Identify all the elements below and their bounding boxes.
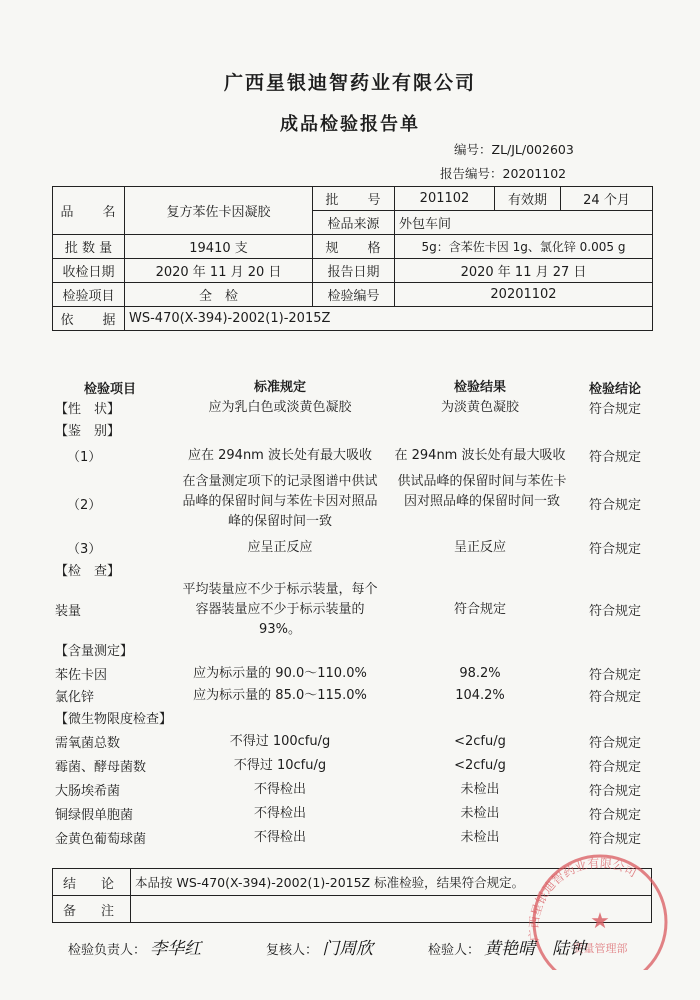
validity-label: 有效期 xyxy=(495,187,561,211)
supervisor-signature-block xyxy=(68,934,201,959)
svg-text:质量管理部: 质量管理部 xyxy=(572,942,628,955)
col-result-header: 检验结果 xyxy=(453,380,506,395)
id1-item: （1） xyxy=(67,450,102,465)
report-date-label: 报告日期 xyxy=(313,259,395,283)
batch-value: 201102 xyxy=(395,187,495,211)
micro-standard: 不得过 10cfu/g xyxy=(233,758,327,773)
col-item-header: 检验项目 xyxy=(83,382,136,397)
assay2-result: 104.2% xyxy=(455,688,505,703)
svg-text:★: ★ xyxy=(590,909,610,934)
micro-result: 未检出 xyxy=(460,830,500,845)
id3-conclusion: 符合规定 xyxy=(588,542,641,557)
remark-label: 备 注 xyxy=(53,896,131,923)
test-number-value: 20201102 xyxy=(395,283,653,307)
micro-item: 大肠埃希菌 xyxy=(55,784,121,799)
report-date-value: 2020 年 11 月 27 日 xyxy=(395,259,653,283)
micro-result: <2cfu/g xyxy=(454,758,506,773)
supervisor-signature: 李华红 xyxy=(150,939,202,959)
micro-item: 需氧菌总数 xyxy=(55,736,121,751)
company-name: 广西星银迪智药业有限公司 xyxy=(223,72,476,94)
micro-conclusion: 符合规定 xyxy=(588,832,641,847)
fill-standard: 平均装量应不少于标示装量，每个容器装量应不少于标示装量的 93%。 xyxy=(182,582,378,637)
test-item-value: 全 检 xyxy=(125,283,313,307)
spec-value: 5g：含苯佐卡因 1g、氯化锌 0.005 g xyxy=(395,235,653,259)
assay1-conclusion: 符合规定 xyxy=(588,668,641,683)
section-check: 【检 查】 xyxy=(55,564,121,579)
test-number-label: 检验编号 xyxy=(313,283,395,307)
micro-standard: 不得过 100cfu/g xyxy=(229,734,331,749)
micro-standard: 不得检出 xyxy=(253,830,306,845)
character-conclusion: 符合规定 xyxy=(588,402,641,417)
micro-conclusion: 符合规定 xyxy=(588,784,641,799)
reviewer-signature: 门周欣 xyxy=(322,939,374,959)
assay2-item: 氯化锌 xyxy=(55,690,95,705)
fill-result: 符合规定 xyxy=(453,602,506,617)
id2-item: （2） xyxy=(67,498,102,513)
batch-label: 批 号 xyxy=(313,187,395,211)
quantity-value: 19410 支 xyxy=(125,235,313,259)
micro-standard: 不得检出 xyxy=(253,782,306,797)
basis-label: 依 据 xyxy=(53,307,125,331)
conclusion-value: 本品按 WS-470(X-394)-2002(1)-2015Z 标准检验，结果符合规定。 xyxy=(131,869,652,896)
product-value: 复方苯佐卡因凝胶 xyxy=(125,187,313,235)
assay2-standard: 应为标示量的 85.0～115.0% xyxy=(193,688,367,703)
validity-value: 24 个月 xyxy=(561,187,653,211)
source-value: 外包车间 xyxy=(395,211,653,235)
col-standard-header: 标准规定 xyxy=(253,380,306,395)
receive-date-label: 收检日期 xyxy=(53,259,125,283)
id1-result: 在 294nm 波长处有最大吸收 xyxy=(394,448,566,463)
receive-date-value: 2020 年 11 月 20 日 xyxy=(125,259,313,283)
section-micro: 【微生物限度检查】 xyxy=(55,712,173,727)
micro-conclusion: 符合规定 xyxy=(588,760,641,775)
basis-value: WS-470(X-394)-2002(1)-2015Z xyxy=(125,307,653,331)
character-result: 为淡黄色凝胶 xyxy=(440,400,519,415)
micro-standard: 不得检出 xyxy=(253,806,306,821)
character-standard: 应为乳白色或淡黄色凝胶 xyxy=(208,400,352,415)
quantity-label: 批 数 量 xyxy=(53,235,125,259)
assay1-item: 苯佐卡因 xyxy=(55,668,108,683)
fill-item: 装量 xyxy=(55,604,82,619)
test-item-label: 检验项目 xyxy=(53,283,125,307)
id1-standard: 应在 294nm 波长处有最大吸收 xyxy=(188,448,372,463)
section-assay: 【含量测定】 xyxy=(55,644,134,659)
micro-item: 铜绿假单胞菌 xyxy=(55,808,134,823)
spec-label: 规 格 xyxy=(313,235,395,259)
report-title: 成品检验报告单 xyxy=(280,114,420,135)
document-code: 编号：ZL/JL/002603 xyxy=(454,142,574,157)
conclusion-label: 结 论 xyxy=(53,869,131,896)
assay1-standard: 应为标示量的 90.0～110.0% xyxy=(193,666,367,681)
supervisor-label: 检验负责人： xyxy=(68,943,147,958)
section-identify: 【鉴 别】 xyxy=(55,424,121,439)
micro-conclusion: 符合规定 xyxy=(588,808,641,823)
id1-conclusion: 符合规定 xyxy=(588,450,641,465)
product-label: 品 名 xyxy=(53,187,125,235)
fill-conclusion: 符合规定 xyxy=(588,604,641,619)
id3-item: （3） xyxy=(67,542,102,557)
id3-standard: 应呈正反应 xyxy=(247,540,313,555)
report-number: 报告编号：20201102 xyxy=(440,166,567,181)
inspector-label: 检验人： xyxy=(428,943,481,958)
assay2-conclusion: 符合规定 xyxy=(588,690,641,705)
micro-result: <2cfu/g xyxy=(454,734,506,749)
svg-text:广西星银迪智药业有限公司: 广西星银迪智药业有限公司 xyxy=(526,856,640,942)
source-label: 检品来源 xyxy=(313,211,395,235)
id2-conclusion: 符合规定 xyxy=(588,498,641,513)
assay1-result: 98.2% xyxy=(459,666,501,681)
micro-item: 金黄色葡萄球菌 xyxy=(55,832,147,847)
col-conclusion-header: 检验结论 xyxy=(588,382,641,397)
micro-result: 未检出 xyxy=(460,806,500,821)
reviewer-label: 复核人： xyxy=(266,943,319,958)
inspector-signature: 黄艳晴 陆钟 xyxy=(484,939,587,959)
micro-item: 霉菌、酵母菌数 xyxy=(55,760,147,775)
micro-conclusion: 符合规定 xyxy=(588,736,641,751)
product-info-table xyxy=(52,186,653,331)
id3-result: 呈正反应 xyxy=(453,540,506,555)
reviewer-signature-block xyxy=(266,934,373,959)
id2-result: 供试品峰的保留时间与苯佐卡因对照品峰的保留时间一致 xyxy=(397,474,567,509)
inspector-signature-block xyxy=(428,934,586,959)
micro-result: 未检出 xyxy=(460,782,500,797)
id2-standard: 在含量测定项下的记录图谱中供试品峰的保留时间与苯佐卡因对照品峰的保留时间一致 xyxy=(182,474,378,529)
section-character: 【性 状】 xyxy=(55,402,121,417)
